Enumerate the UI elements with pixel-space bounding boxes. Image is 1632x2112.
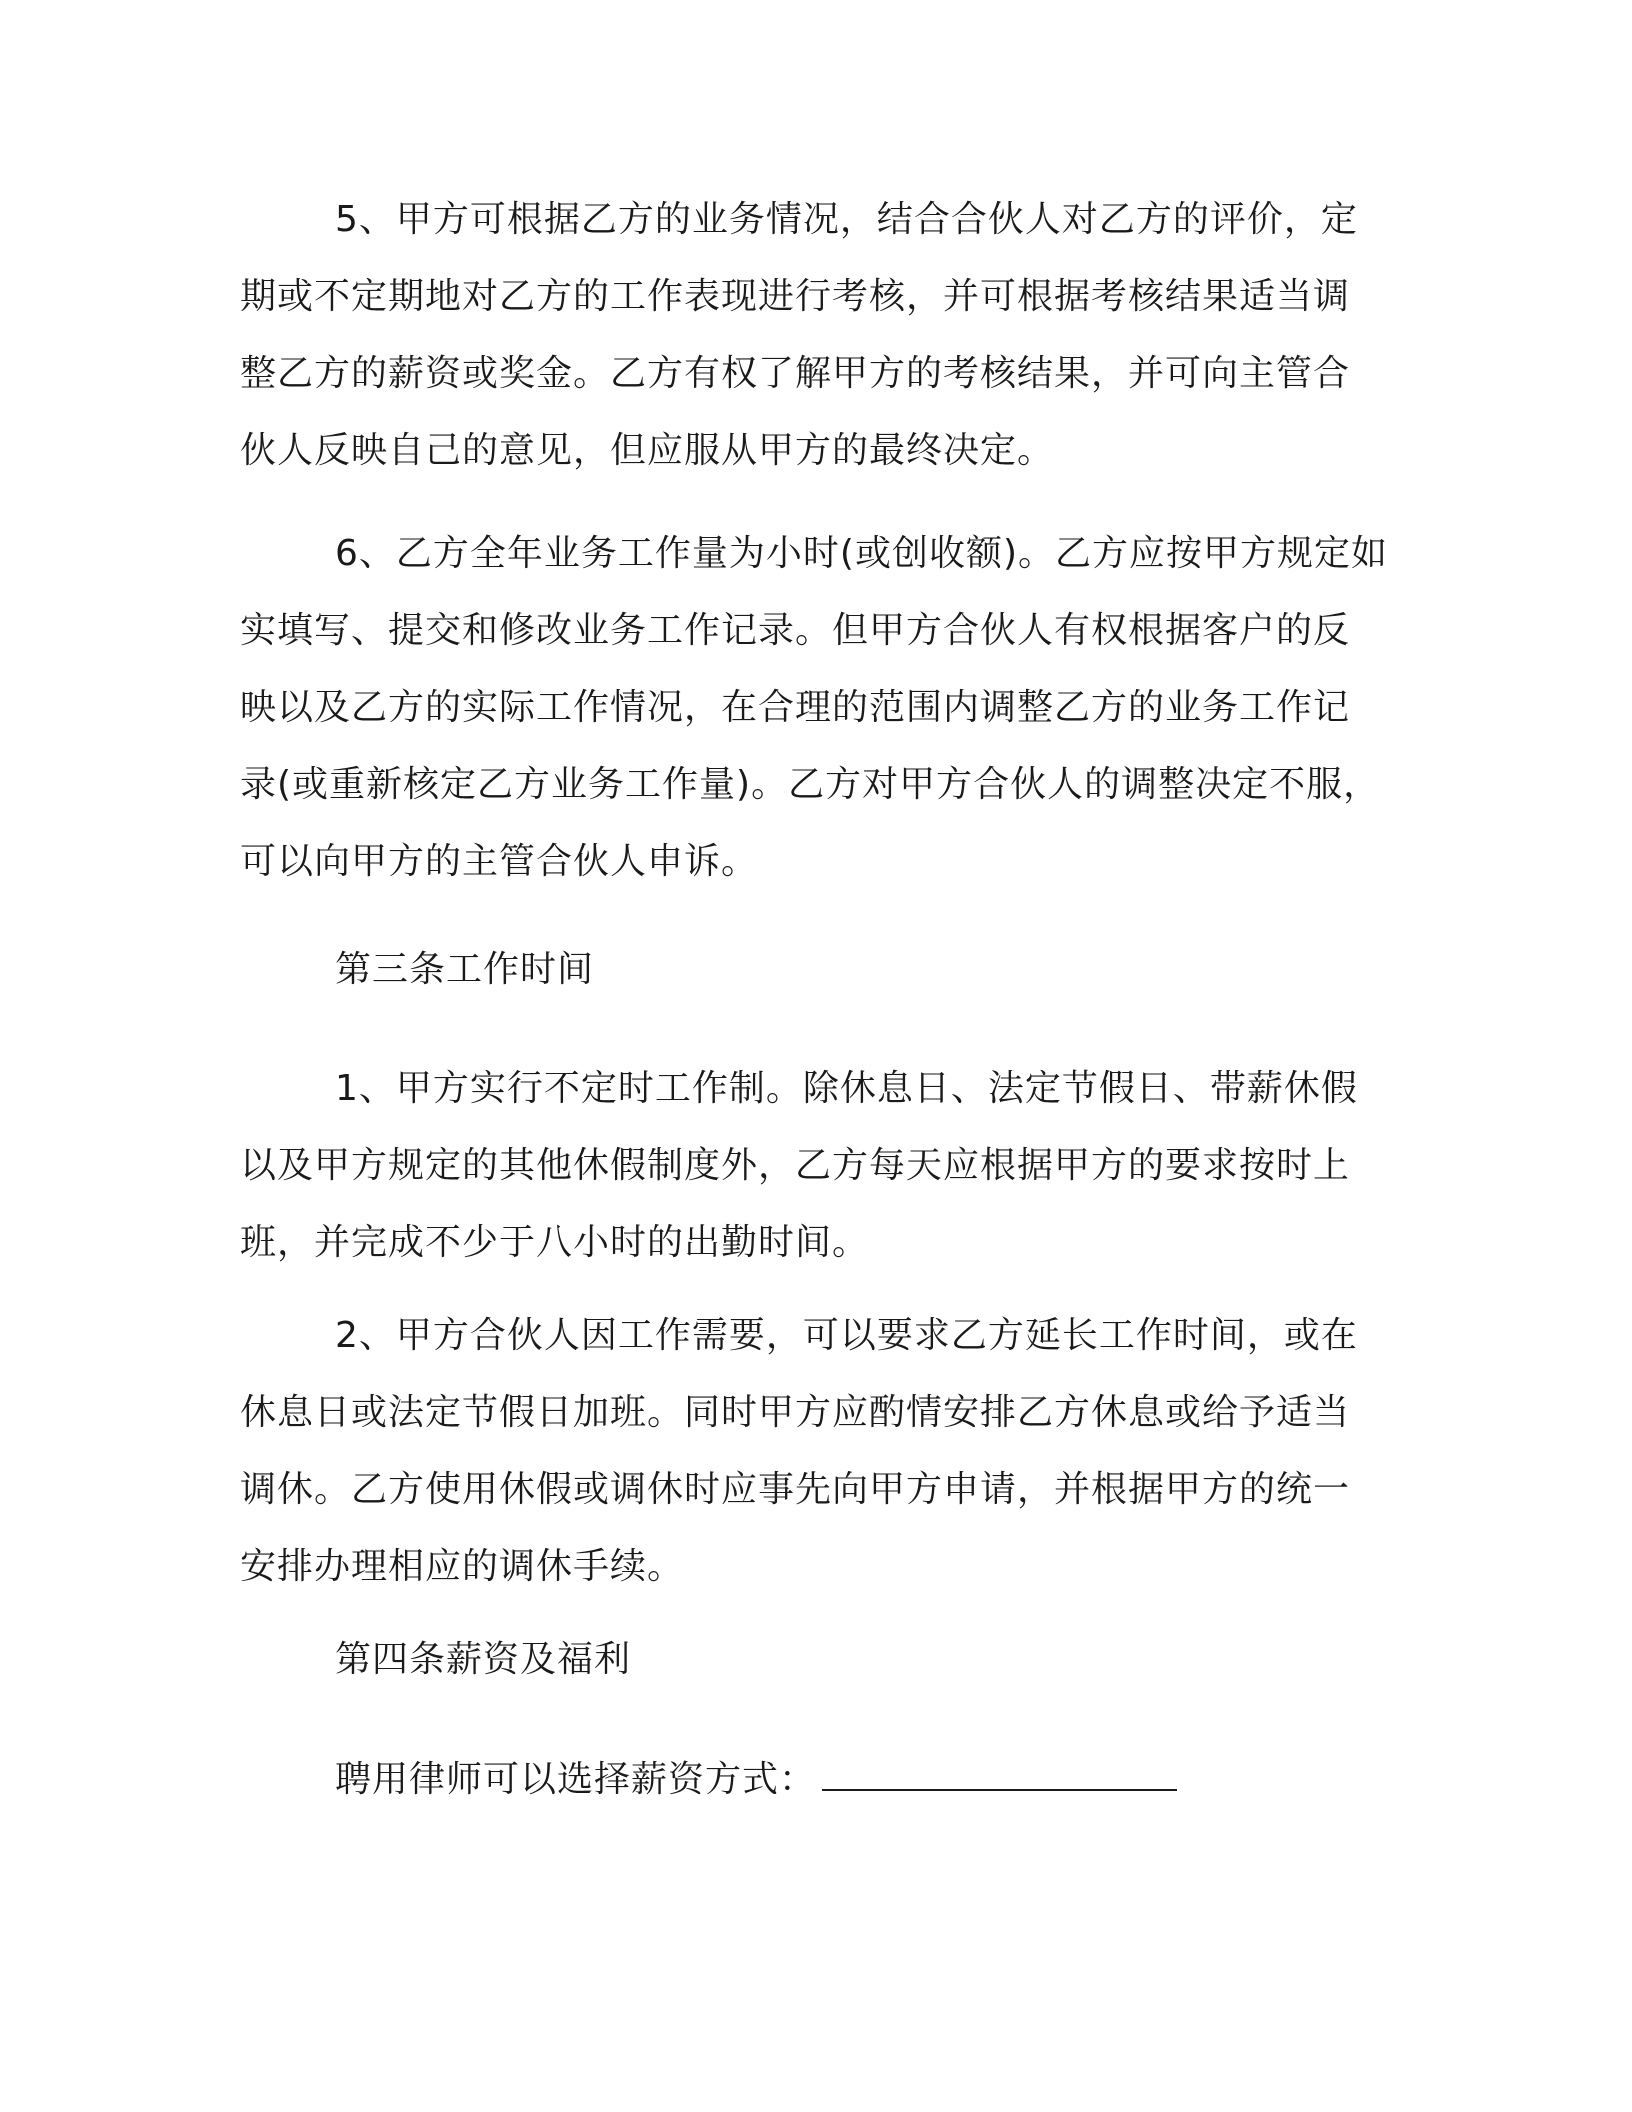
salary-method-line bbox=[240, 1741, 1400, 1818]
salary-method-row bbox=[240, 1741, 1400, 1818]
paragraph-line: 整乙方的薪资或奖金。乙方有权了解甲方的考核结果，并可向主管合 bbox=[240, 353, 1351, 394]
article-3-item-1 bbox=[240, 1050, 1400, 1281]
paragraph-line: 伙人反映自己的意见，但应服从甲方的最终决定。 bbox=[240, 430, 1055, 471]
article-heading: 第三条工作时间 bbox=[335, 949, 595, 990]
paragraph-line: 映以及乙方的实际工作情况，在合理的范围内调整乙方的业务工作记 bbox=[240, 687, 1351, 728]
paragraph-line: 录(或重新核定乙方业务工作量)。乙方对甲方合伙人的调整决定不服， bbox=[240, 764, 1381, 805]
paragraph-line: 6、乙方全年业务工作量为小时(或创收额)。乙方应按甲方规定如 bbox=[335, 533, 1388, 574]
paragraph-line: 休息日或法定节假日加班。同时甲方应酌情安排乙方休息或给予适当 bbox=[240, 1392, 1351, 1433]
paragraph-line: 实填写、提交和修改业务工作记录。但甲方合伙人有权根据客户的反 bbox=[240, 610, 1351, 651]
paragraph-6 bbox=[240, 515, 1400, 900]
article-3-item-2 bbox=[240, 1297, 1400, 1605]
article-4-heading-block bbox=[240, 1621, 1400, 1698]
paragraph-5 bbox=[240, 181, 1400, 489]
paragraph-line: 1、甲方实行不定时工作制。除休息日、法定节假日、带薪休假 bbox=[335, 1068, 1358, 1109]
article-3-heading-block bbox=[240, 931, 1400, 1008]
paragraph-line: 2、甲方合伙人因工作需要，可以要求乙方延长工作时间，或在 bbox=[335, 1315, 1358, 1356]
article-heading: 第四条薪资及福利 bbox=[335, 1639, 632, 1680]
paragraph-line: 可以向甲方的主管合伙人申诉。 bbox=[240, 841, 759, 882]
paragraph-line: 以及甲方规定的其他休假制度外，乙方每天应根据甲方的要求按时上 bbox=[240, 1145, 1351, 1186]
paragraph-line: 调休。乙方使用休假或调休时应事先向甲方申请，并根据甲方的统一 bbox=[240, 1469, 1351, 1510]
paragraph-line: 5、甲方可根据乙方的业务情况，结合合伙人对乙方的评价，定 bbox=[335, 199, 1358, 240]
paragraph-line: 期或不定期地对乙方的工作表现进行考核，并可根据考核结果适当调 bbox=[240, 276, 1351, 317]
paragraph-line: 安排办理相应的调休手续。 bbox=[240, 1546, 685, 1587]
salary-method-label: 聘用律师可以选择薪资方式： bbox=[335, 1759, 817, 1800]
paragraph-line: 班，并完成不少于八小时的出勤时间。 bbox=[240, 1222, 870, 1263]
salary-method-blank-field[interactable] bbox=[822, 1759, 1177, 1791]
